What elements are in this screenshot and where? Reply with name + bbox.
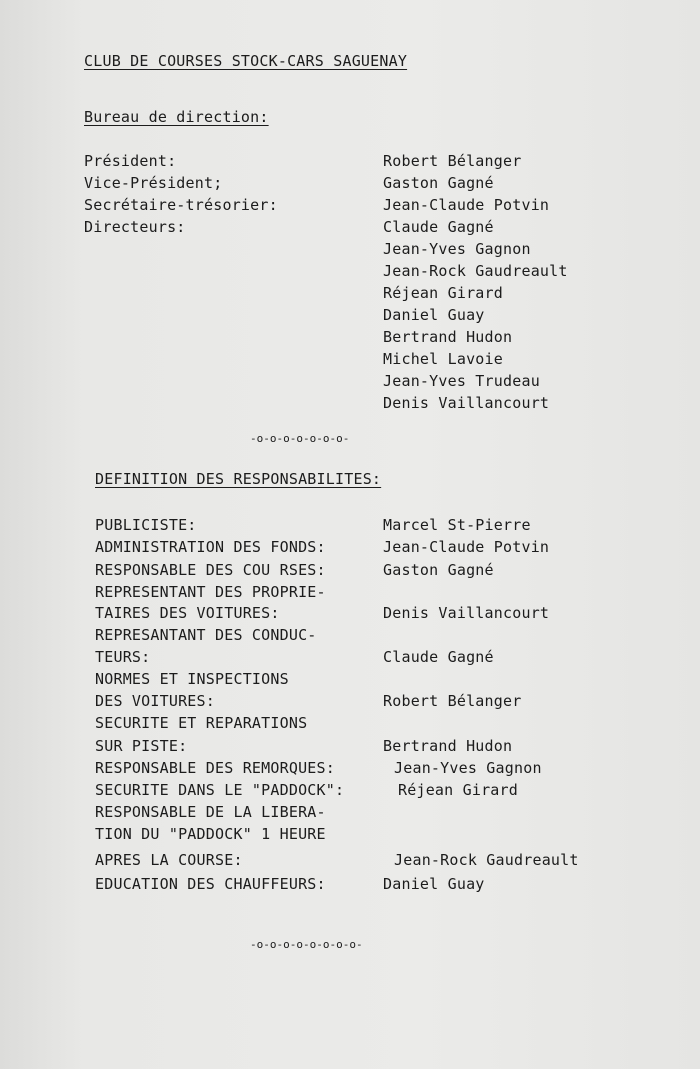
director-name: Réjean Girard: [383, 284, 503, 302]
responsibility-label: SUR PISTE:: [95, 737, 188, 755]
responsibility-label: REPRESANTANT DES CONDUC-: [95, 626, 317, 644]
role-name: Robert Bélanger: [383, 152, 522, 170]
director-name: Daniel Guay: [383, 306, 485, 324]
director-name: Jean-Yves Trudeau: [383, 372, 540, 390]
responsibility-name: Claude Gagné: [383, 648, 494, 666]
responsibility-label: RESPONSABLE DE LA LIBERA-: [95, 803, 326, 821]
responsibility-name: Réjean Girard: [398, 781, 518, 799]
responsibilities-heading: DEFINITION DES RESPONSABILITES:: [95, 470, 382, 488]
director-name: Michel Lavoie: [383, 350, 503, 368]
responsibility-label: TAIRES DES VOITURES:: [95, 604, 280, 622]
responsibility-label: NORMES ET INSPECTIONS: [95, 670, 289, 688]
section-separator: -o-o-o-o-o-o-o-: [250, 432, 350, 445]
role-label: Vice-Président;: [84, 174, 223, 192]
bureau-heading: Bureau de direction:: [84, 108, 269, 126]
responsibility-name: Jean-Claude Potvin: [383, 538, 550, 556]
responsibility-label: RESPONSABLE DES REMORQUES:: [95, 759, 335, 777]
responsibility-name: Jean-Rock Gaudreault: [394, 851, 579, 869]
responsibility-label: RESPONSABLE DES COU RSES:: [95, 561, 326, 579]
role-label: Président:: [84, 152, 177, 170]
responsibility-name: Robert Bélanger: [383, 692, 522, 710]
role-label: Secrétaire-trésorier:: [84, 196, 278, 214]
responsibility-name: Denis Vaillancourt: [383, 604, 550, 622]
director-name: Jean-Rock Gaudreault: [383, 262, 568, 280]
responsibility-label: DES VOITURES:: [95, 692, 215, 710]
role-name: Gaston Gagné: [383, 174, 494, 192]
club-title: CLUB DE COURSES STOCK-CARS SAGUENAY: [84, 52, 408, 70]
responsibility-label: TEURS:: [95, 648, 151, 666]
director-name: Jean-Yves Gagnon: [383, 240, 531, 258]
responsibility-label: TION DU "PADDOCK" 1 HEURE: [95, 825, 326, 843]
role-name: Jean-Claude Potvin: [383, 196, 550, 214]
responsibility-label: EDUCATION DES CHAUFFEURS:: [95, 875, 326, 893]
responsibility-label: ADMINISTRATION DES FONDS:: [95, 538, 326, 556]
responsibility-name: Daniel Guay: [383, 875, 485, 893]
responsibility-label: SECURITE DANS LE "PADDOCK":: [95, 781, 345, 799]
responsibility-name: Gaston Gagné: [383, 561, 494, 579]
role-label: Directeurs:: [84, 218, 186, 236]
section-separator: -o-o-o-o-o-o-o-o-: [250, 938, 363, 951]
responsibility-name: Marcel St-Pierre: [383, 516, 531, 534]
responsibility-label: SECURITE ET REPARATIONS: [95, 714, 308, 732]
responsibility-name: Bertrand Hudon: [383, 737, 513, 755]
director-name: Denis Vaillancourt: [383, 394, 550, 412]
responsibility-label: REPRESENTANT DES PROPRIE-: [95, 583, 326, 601]
role-name: Claude Gagné: [383, 218, 494, 236]
responsibility-label: APRES LA COURSE:: [95, 851, 243, 869]
director-name: Bertrand Hudon: [383, 328, 513, 346]
responsibility-label: PUBLICISTE:: [95, 516, 197, 534]
responsibility-name: Jean-Yves Gagnon: [394, 759, 542, 777]
